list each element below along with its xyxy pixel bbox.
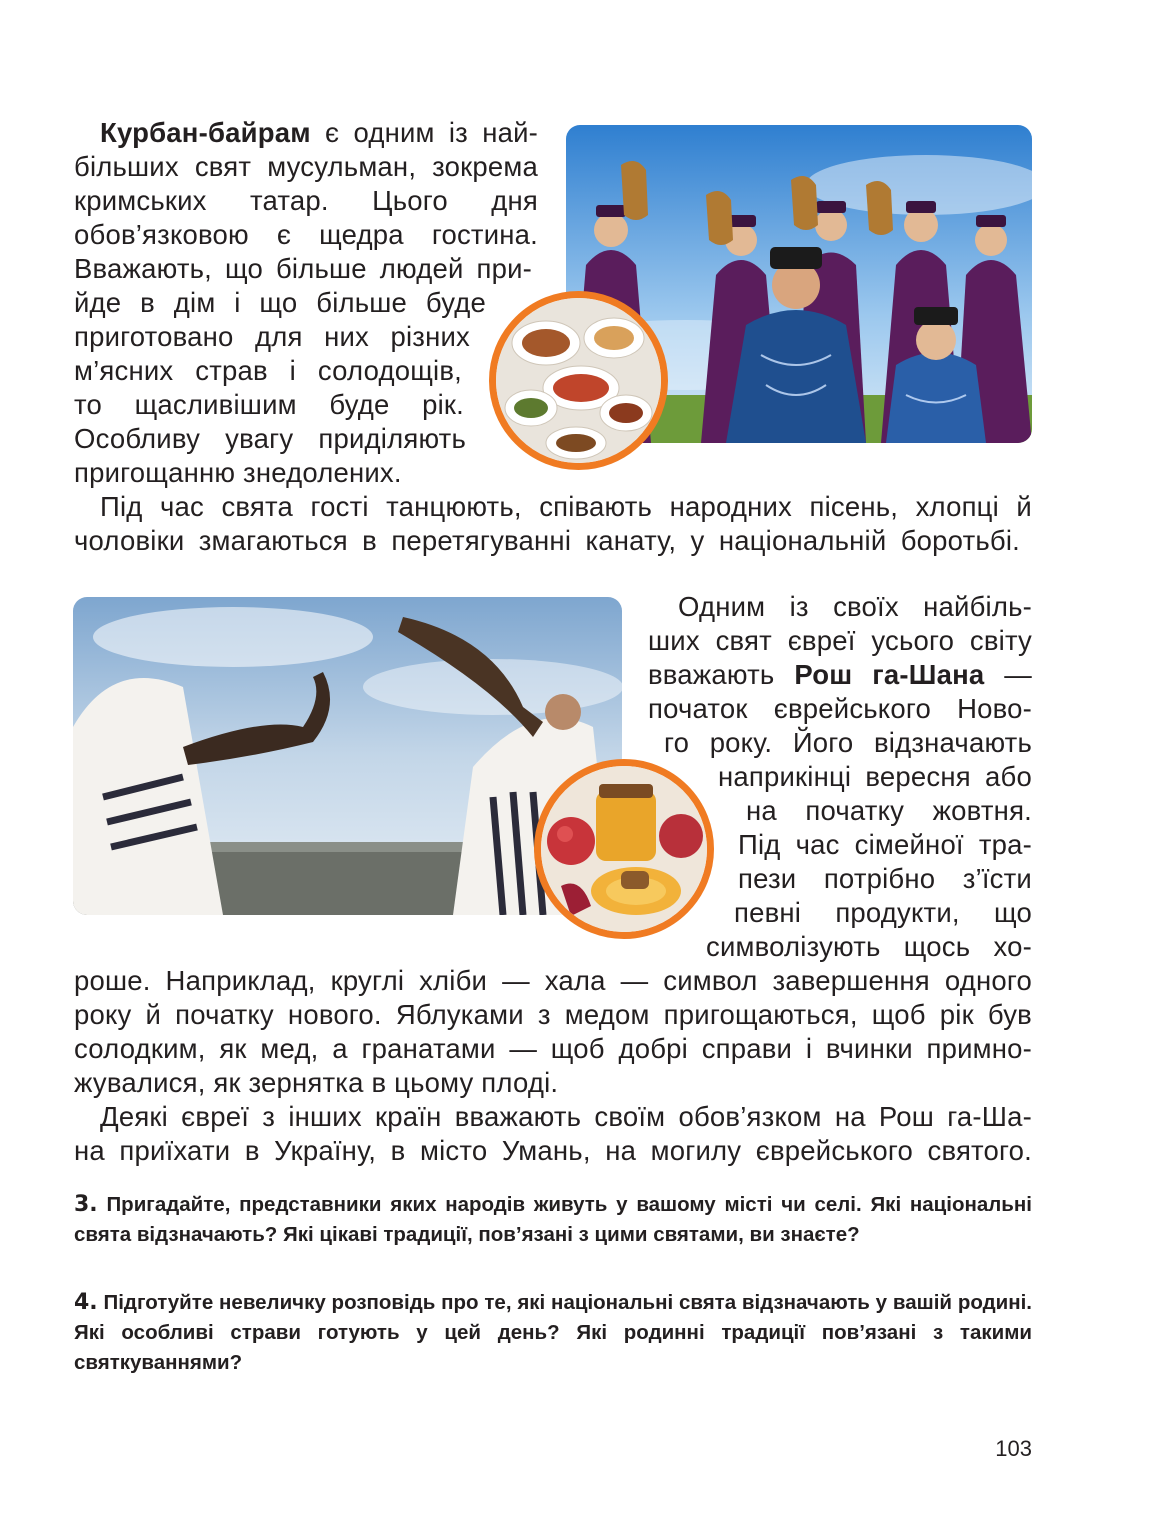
roshhashana-line-12: року й початку нового. Яблуками з медом пригощаються, щоб рік був xyxy=(74,999,1032,1030)
festive-dishes-illustration xyxy=(496,298,661,463)
roshhashana-line-13: солодким, як мед, а гранатами — щоб добрі справи і вчинки примно- xyxy=(74,1033,1032,1064)
roshhashana-line-3: початок єврейського Ново- xyxy=(648,693,1032,724)
roshhashana-line-10: символізують щось хо- xyxy=(706,931,1032,962)
question-4-text: Підготуйте невеличку розповідь про те, які національні свята відзначають у вашій родині. Які особливі страви готують у цей день? Які родинні традиції пов’язані з такими святкуваннями? xyxy=(74,1291,1032,1374)
question-4-number: 4. xyxy=(74,1290,98,1315)
kurban-bayram-heading: Курбан-байрам xyxy=(100,117,311,148)
kurban-para2-line-0: Під час свята гості танцюють, співають народних пісень, хлопці й xyxy=(100,491,1032,522)
roshhashana-line-0: Одним із своїх найбіль- xyxy=(678,591,1032,622)
roshhashana-line-1: ших свят євреї усього світу xyxy=(648,625,1032,656)
kurban-line-9: Особливу увагу приділяють xyxy=(74,423,466,454)
question-3-number: 3. xyxy=(74,1192,98,1217)
kurban-line-1: більших свят мусульман, зокрема xyxy=(74,151,538,182)
rosh-hashanah-heading: Рош га-Шана xyxy=(794,659,985,690)
festive-dishes-circle-photo xyxy=(489,291,668,470)
kurban-line-5: йде в дім і що більше буде xyxy=(74,287,486,318)
kurban-para2-line-1: чоловіки змагаються в перетягуванні канату, у національній боротьбі. xyxy=(74,525,1020,556)
kurban-line-2: кримських татар. Цього дня xyxy=(74,185,538,216)
kurban-line-6: приготовано для них різних xyxy=(74,321,470,352)
kurban-line-4: Вважають, що більше людей при- xyxy=(74,253,532,284)
kurban-line-0: Курбан-байрам є одним із най- xyxy=(100,117,538,148)
kurban-line-10: пригощанню знедолених. xyxy=(74,457,402,488)
question-4 xyxy=(74,1288,1032,1378)
page-number: 103 xyxy=(995,1436,1032,1461)
honey-apples-circle-photo xyxy=(534,759,714,939)
roshhashana-para2-line-1: на приїхати в Україну, в місто Умань, на могилу єврейського святого. xyxy=(74,1135,1032,1166)
roshhashana-para2-line-0: Деякі євреї з інших країн вважають своїм обов’язком на Рош га-Ша- xyxy=(100,1101,1032,1132)
roshhashana-line-9: певні продукти, що xyxy=(734,897,1032,928)
honey-apples-illustration xyxy=(541,766,707,932)
roshhashana-line-7: Під час сімейної тра- xyxy=(738,829,1032,860)
roshhashana-line-14: жувалися, як зернятка в цьому плоді. xyxy=(74,1067,559,1098)
kurban-line-7: м’ясних страв і солодощів, xyxy=(74,355,462,386)
kurban-line-3: обов’язковою є щедра гостина. xyxy=(74,219,538,250)
roshhashana-line-2: вважають Рош га-Шана — xyxy=(648,659,1032,690)
roshhashana-line-5: наприкінці вересня або xyxy=(718,761,1032,792)
roshhashana-line-11: роше. Наприклад, круглі хліби — хала — символ завершення одного xyxy=(74,965,1032,996)
roshhashana-line-4: го року. Його відзначають xyxy=(664,727,1032,758)
roshhashana-line-8: пези потрібно з’їсти xyxy=(738,863,1032,894)
question-3 xyxy=(74,1190,1032,1250)
roshhashana-line-6: на початку жовтня. xyxy=(746,795,1032,826)
kurban-line-8: то щасливішим буде рік. xyxy=(74,389,464,420)
question-3-text: Пригадайте, представники яких народів живуть у вашому місті чи селі. Які національні свята відзначають? Які цікаві традиції, пов’язані з цими святами, ви знаєте? xyxy=(74,1193,1032,1246)
